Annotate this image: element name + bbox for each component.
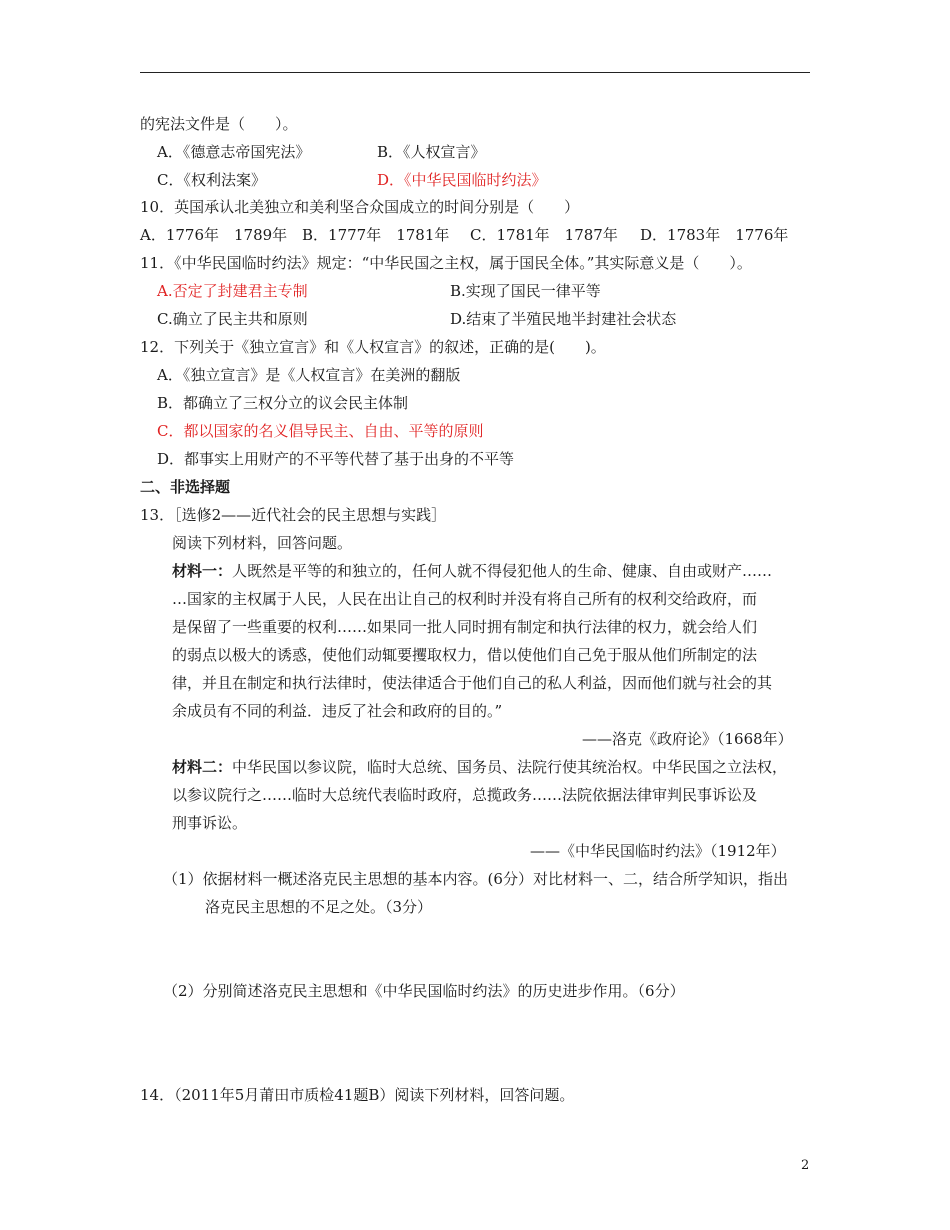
q9-tail: 的宪法文件是（ ）。: [140, 115, 298, 133]
q11-option-c: C.确立了民主共和原则: [157, 310, 308, 328]
q11-stem: 11．《中华民国临时约法》规定：“中华民国之主权，属于国民全体。”其实际意义是（ ）。: [140, 254, 752, 272]
q10-stem: 10．英国承认北美独立和美利坚合众国成立的时间分别是（ ）: [140, 198, 580, 216]
q13-part-2: （2）分别简述洛克民主思想和《中华民国临时约法》的历史进步作用。（6分）: [163, 982, 685, 1000]
material-2-line-1: [172, 757, 787, 777]
material-2-source: ——《中华民国临时约法》（1912年）: [530, 842, 786, 860]
header-rule: [140, 72, 810, 73]
q10-option-d: D．1783年 1776年: [640, 226, 789, 244]
material-2-text-1: 中华民国以参议院，临时大总统、国务员、法院行使其统治权。中华民国之立法权，: [232, 758, 788, 776]
q12-stem: 12．下列关于《独立宣言》和《人权宣言》的叙述，正确的是( )。: [140, 338, 606, 356]
material-1-line-2: …国家的主权属于人民，人民在出让自己的权利时并没有将自己所有的权利交给政府，而: [172, 590, 758, 608]
material-1-text-1: 人既然是平等的和独立的，任何人就不得侵犯他人的生命、健康、自由或财产……: [232, 562, 773, 580]
q9-option-d-answer: D．《中华民国临时约法》: [377, 171, 547, 189]
material-1-line-6: 余成员有不同的利益．违反了社会和政府的目的。”: [172, 702, 503, 720]
section-heading: 二、非选择题: [140, 478, 231, 496]
material-1-source: ——洛克《政府论》（1668年）: [582, 730, 793, 748]
q11-option-b: B.实现了国民一律平等: [450, 282, 601, 300]
q9-option-a: A．《德意志帝国宪法》: [157, 143, 311, 161]
material-2-label: 材料二：: [172, 758, 233, 776]
q10-option-b: B．1777年 1781年: [302, 226, 450, 244]
q12-option-d: D．都事实上用财产的不平等代替了基于出身的不平等: [157, 450, 515, 468]
material-2-line-2: 以参议院行之……临时大总统代表临时政府，总揽政务……法院依据法律审判民事诉讼及: [172, 786, 758, 804]
q14-stem: 14．（2011年5月莆田市质检41题B）阅读下列材料，回答问题。: [140, 1086, 575, 1104]
q10-option-c: C．1781年 1787年: [470, 226, 618, 244]
q11-option-d: D.结束了半殖民地半封建社会状态: [450, 310, 677, 328]
q13-stem: 13．［选修2——近代社会的民主思想与实践］: [140, 506, 447, 524]
material-1-line-1: [172, 561, 772, 581]
q9-option-b: B．《人权宣言》: [377, 143, 486, 161]
q13-part-1-line-1: （1）依据材料一概述洛克民主思想的基本内容。(6分）对比材料一、二，结合所学知识，指出: [163, 870, 788, 888]
q13-part-1-line-2: 洛克民主思想的不足之处。（3分）: [205, 898, 433, 916]
material-1-line-4: 的弱点以极大的诱惑，使他们动辄要攫取权力，借以使他们自己免于服从他们所制定的法: [172, 646, 758, 664]
q10-option-a: A．1776年 1789年: [140, 226, 288, 244]
material-2-line-3: 刑事诉讼。: [172, 814, 248, 832]
q13-intro: 阅读下列材料，回答问题。: [172, 534, 353, 552]
material-1-line-3: 是保留了一些重要的权利……如果同一批人同时拥有制定和执行法律的权力，就会给人们: [172, 618, 758, 636]
q12-option-c-answer: C．都以国家的名义倡导民主、自由、平等的原则: [157, 422, 484, 440]
material-1-label: 材料一：: [172, 562, 233, 580]
q12-option-a: A．《独立宣言》是《人权宣言》在美洲的翻版: [157, 366, 461, 384]
page-number: 2: [801, 1158, 810, 1173]
material-1-line-5: 律，并且在制定和执行法律时，使法律适合于他们自己的私人利益，因而他们就与社会的其: [172, 674, 773, 692]
q11-option-a-answer: A.否定了封建君主专制: [157, 282, 308, 300]
q9-option-c: C．《权利法案》: [157, 171, 266, 189]
q12-option-b: B．都确立了三权分立的议会民主体制: [157, 394, 409, 412]
